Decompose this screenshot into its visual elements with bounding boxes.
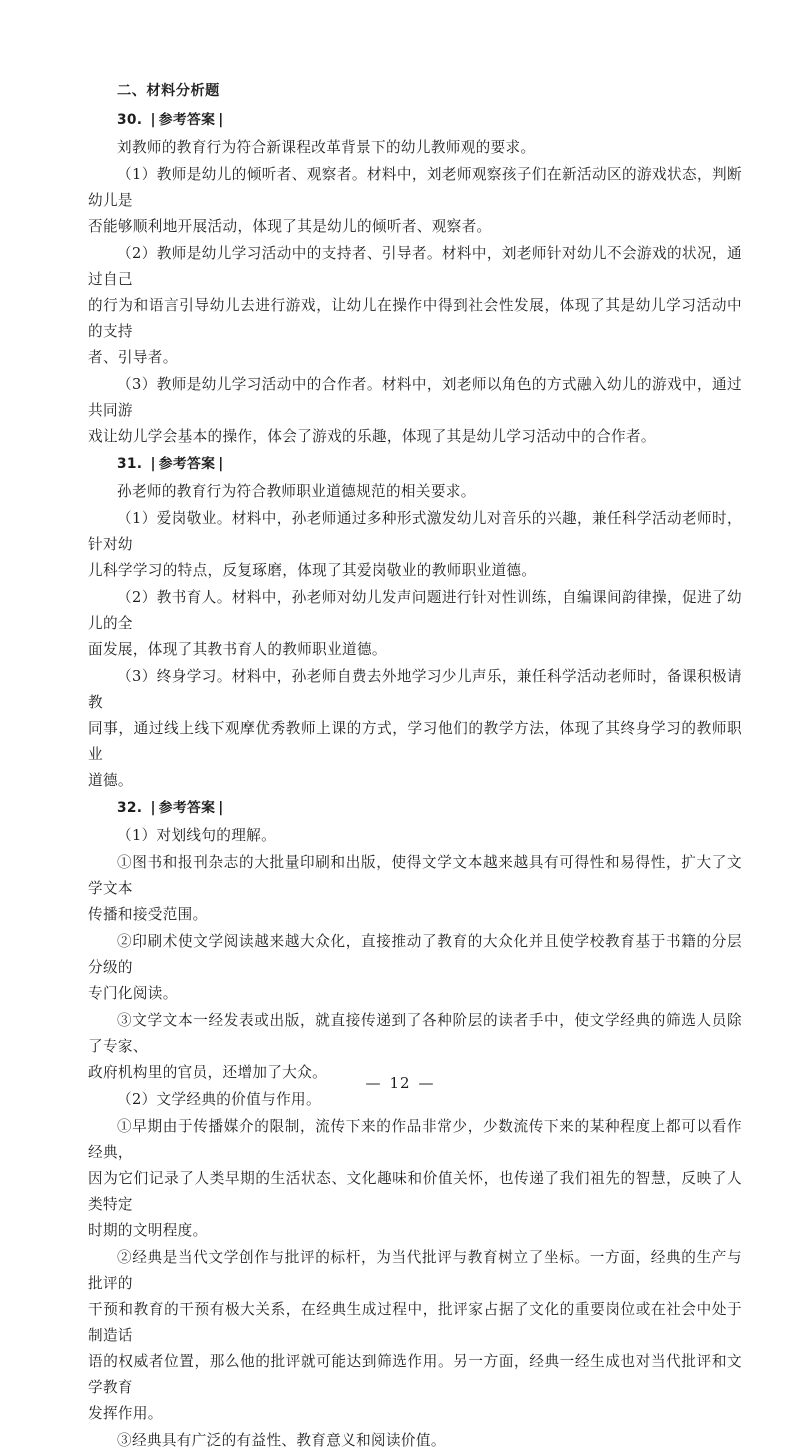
q30-point-2: （2）教师是幼儿学习活动中的支持者、引导者。材料中，刘老师针对幼儿不会游戏的状况，通过自己 的行为和语言引导幼儿去进行游戏，让幼儿在操作中得到社会性发展，体现了其是幼儿学习活动中的支持 者、引导者。 (88, 245, 742, 366)
page-number: 12 (389, 1074, 411, 1092)
question-31-header: 31. | 参考答案 | (117, 456, 224, 472)
q31-point-3: （3）终身学习。材料中，孙老师自费去外地学习少儿声乐，兼任科学活动老师时，备课积极请教 同事，通过线上线下观摩优秀教师上课的方式，学习他们的教学方法，体现了其终身学习的教师职业 道德。 (88, 668, 742, 789)
q32-value-2: ②经典是当代文学创作与批评的标杆，为当代批评与教育树立了坐标。一方面，经典的生产与批评的 干预和教育的干预有极大关系，在经典生成过程中，批评家占据了文化的重要岗位或在社会中处于制造话 语的权威者位置，那么他的批评就可能达到筛选作用。另一方面，经典一经生成也对当代批评和文学教育 发挥作用。 (88, 1249, 742, 1422)
q31-point-2: （2）教书育人。材料中，孙老师对幼儿发声问题进行针对性训练，自编课间韵律操，促进了幼儿的全 面发展，体现了其教书育人的教师职业道德。 (88, 589, 742, 658)
question-number: 31. (117, 456, 143, 472)
q32-item-1: ①图书和报刊杂志的大批量印刷和出版，使得文学文本越来越具有可得性和易得性，扩大了文学文本 传播和接受范围。 (88, 854, 742, 923)
q31-intro: 孙老师的教育行为符合教师职业道德规范的相关要求。 (117, 483, 476, 500)
answer-label: 参考答案 (158, 800, 216, 816)
answer-label: 参考答案 (158, 456, 216, 472)
question-number: 30. (117, 112, 143, 128)
question-number: 32. (117, 800, 143, 816)
answer-label: 参考答案 (158, 112, 216, 128)
q32-value-3: ③经典具有广泛的有益性、教育意义和阅读价值。 (117, 1432, 446, 1449)
q32-subheading-1: （1）对划线句的理解。 (117, 827, 277, 844)
page-footer: — 12 — (365, 1074, 435, 1092)
q30-point-3: （3）教师是幼儿学习活动中的合作者。材料中，刘老师以角色的方式融入幼儿的游戏中，通过共同游 戏让幼儿学会基本的操作，体会了游戏的乐趣，体现了其是幼儿学习活动中的合作者。 (88, 376, 742, 445)
q32-item-2: ②印刷术使文学阅读越来越大众化，直接推动了教育的大众化并且使学校教育基于书籍的分层分级的 专门化阅读。 (88, 933, 742, 1002)
q32-value-1: ①早期由于传播媒介的限制，流传下来的作品非常少，少数流传下来的某种程度上都可以看作经典， 因为它们记录了人类早期的生活状态、文化趣味和价值关怀，也传递了我们祖先的智慧，反映了人类特定 时期的文明程度。 (88, 1118, 742, 1239)
q32-item-3: ③文学文本一经发表或出版，就直接传递到了各种阶层的读者手中，使文学经典的筛选人员除了专家、 政府机构里的官员，还增加了大众。 (88, 1012, 742, 1081)
section-title: 二、材料分析题 (117, 83, 220, 99)
question-30-header: 30. | 参考答案 | (117, 112, 224, 128)
q30-point-1: （1）教师是幼儿的倾听者、观察者。材料中，刘老师观察孩子们在新活动区的游戏状态，判断幼儿是 否能够顺利地开展活动，体现了其是幼儿的倾听者、观察者。 (88, 166, 742, 235)
q32-subheading-2: （2）文学经典的价值与作用。 (117, 1091, 321, 1108)
q31-point-1: （1）爱岗敬业。材料中，孙老师通过多种形式激发幼儿对音乐的兴趣，兼任科学活动老师时，针对幼 儿科学学习的特点，反复琢磨，体现了其爱岗敬业的教师职业道德。 (88, 510, 742, 579)
question-32-header: 32. | 参考答案 | (117, 800, 224, 816)
q30-intro: 刘教师的教育行为符合新课程改革背景下的幼儿教师观的要求。 (117, 139, 536, 156)
